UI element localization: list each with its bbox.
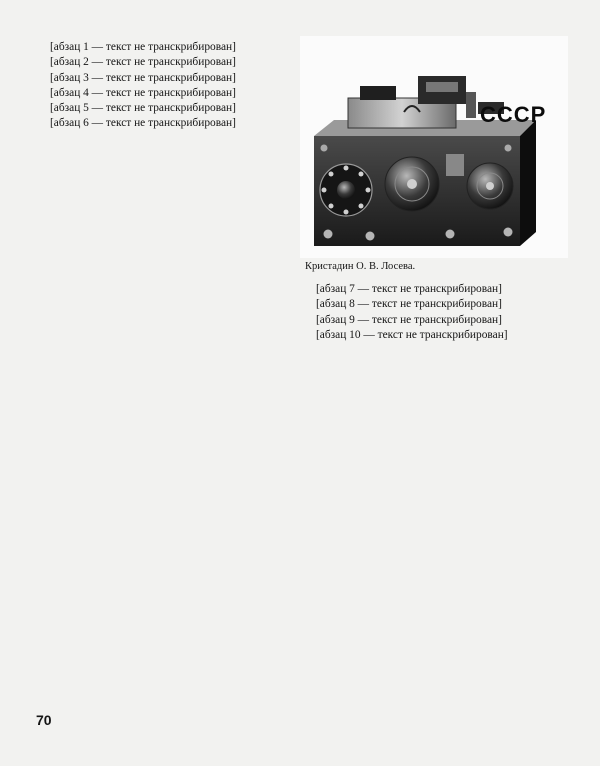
left-text-column (36, 41, 292, 703)
paragraph: [абзац 8 — текст не транскрибирован] (316, 298, 502, 311)
paragraph: [абзац 1 — текст не транскрибирован] (50, 41, 236, 53)
paragraph: [абзац 2 — текст не транскрибирован] (50, 56, 236, 69)
paragraph: [абзац 6 — текст не транскрибирован] (50, 117, 236, 130)
right-text-column (302, 283, 568, 707)
ussr-badge-text: СССР (480, 102, 547, 127)
paragraph: [абзац 10 — текст не транскрибирован] (316, 328, 508, 341)
paragraph: [абзац 7 — текст не транскрибирован] (316, 283, 502, 295)
paragraph: [абзац 5 — текст не транскрибирован] (50, 102, 236, 115)
figure-caption: Кристадин О. В. Лосева. (305, 261, 416, 272)
paragraph: [абзац 3 — текст не транскрибирован] (50, 71, 236, 84)
page-number: 70 (36, 712, 52, 728)
crystadyne-photo (300, 36, 568, 258)
paragraph: [абзац 9 — текст не транскрибирован] (316, 313, 502, 326)
paragraph: [абзац 4 — текст не транскрибирован] (50, 86, 236, 99)
